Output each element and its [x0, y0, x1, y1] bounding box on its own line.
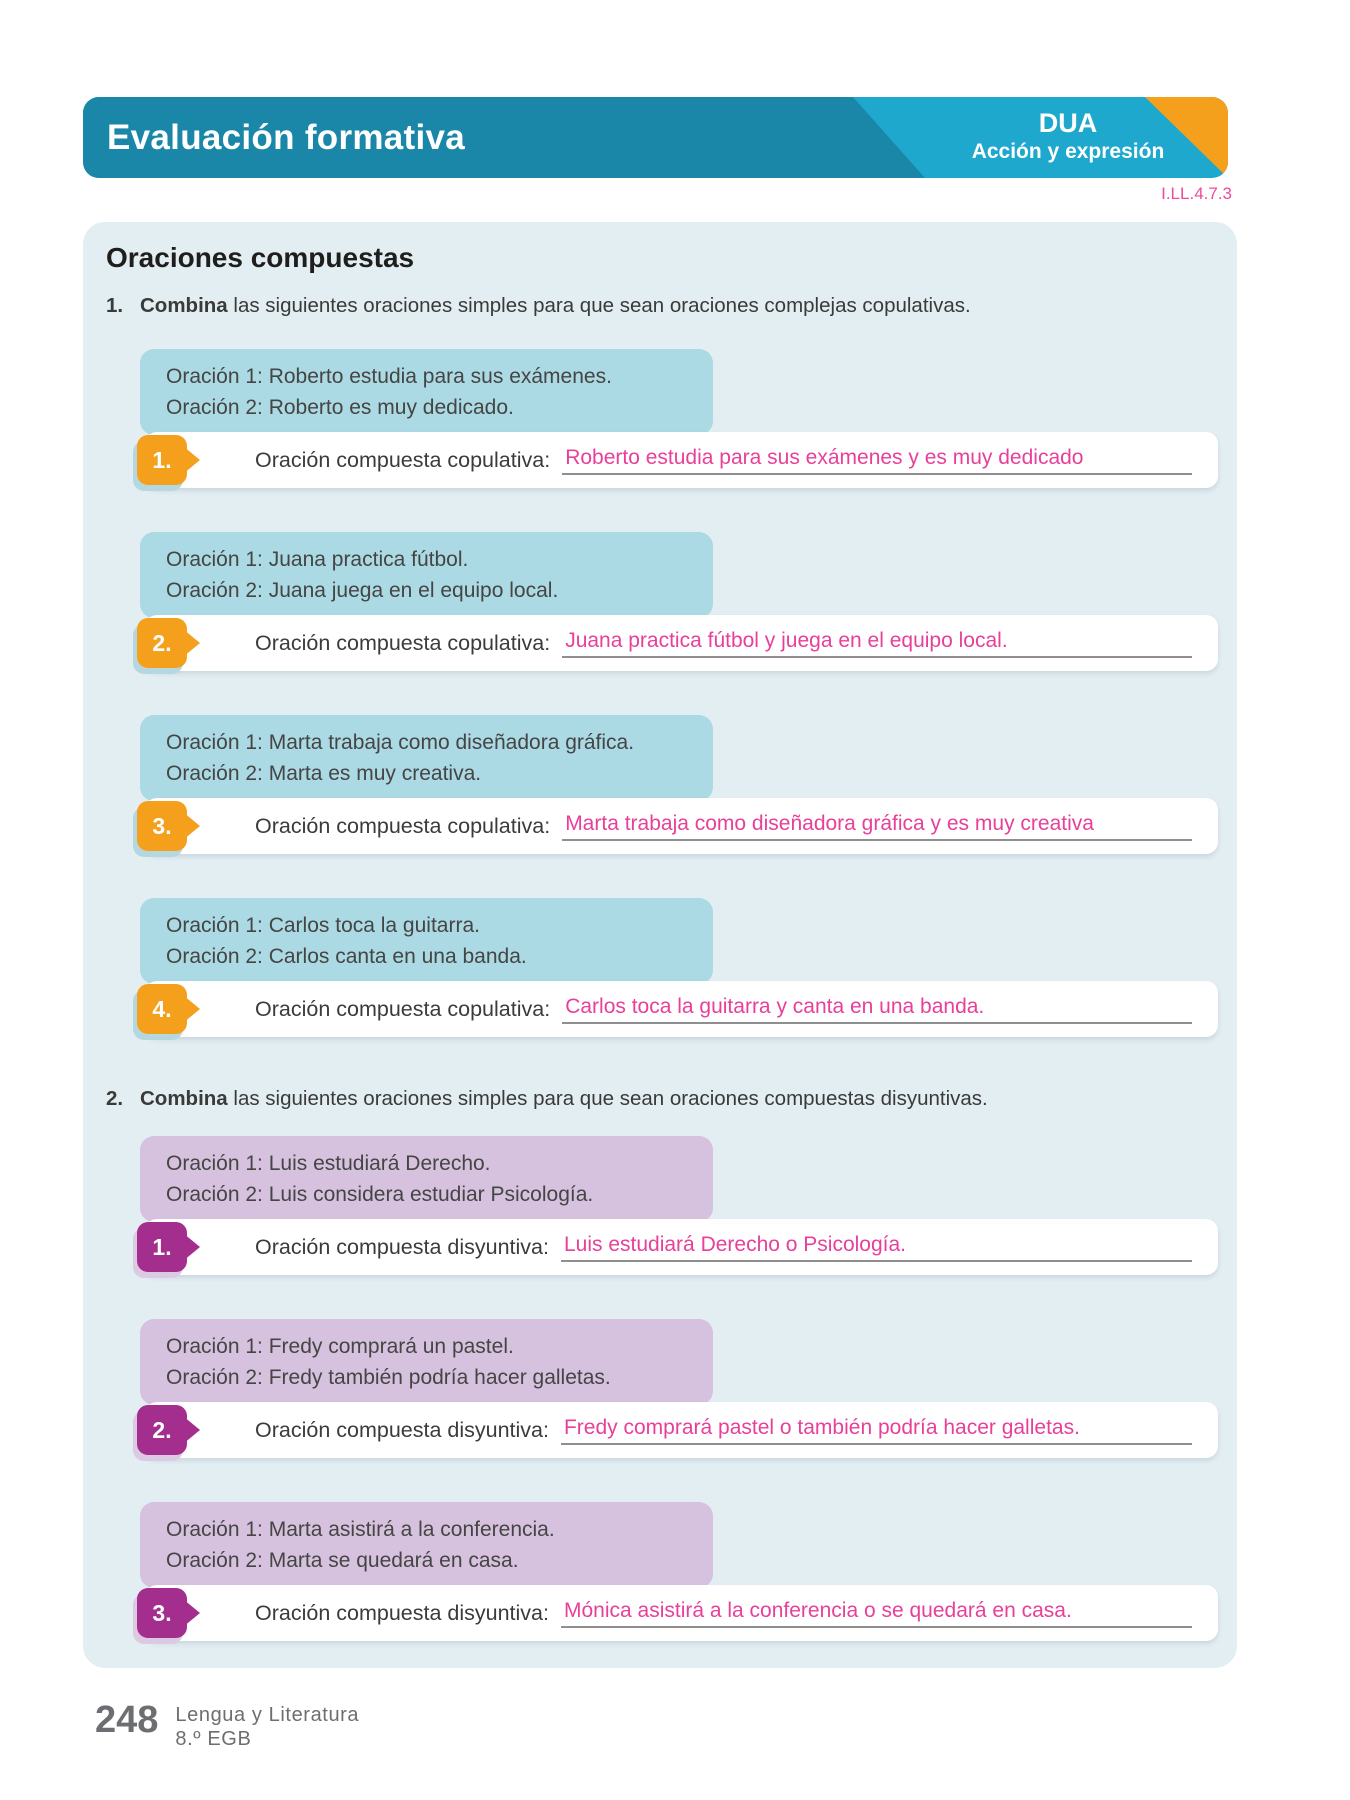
item-number-badge: 1. [137, 1222, 187, 1272]
book-info [175, 1700, 359, 1751]
sentences-box [140, 1319, 713, 1405]
sentence-2: Oración 2: Marta es muy creativa. [166, 762, 482, 785]
answer-bar [145, 1585, 1218, 1641]
page-number: 248 [95, 1699, 159, 1741]
answer-field[interactable]: Mónica asistirá a la conferencia o se quedará en casa. [561, 1599, 1192, 1628]
standard-ref-code: I.LL.4.7.3 [1161, 184, 1232, 203]
answer-label: Oración compuesta disyuntiva: [255, 1600, 549, 1625]
answer-field[interactable]: Fredy comprará pastel o también podría hacer galletas. [561, 1416, 1192, 1445]
answer-bar [145, 1402, 1218, 1458]
exercise-2-instruction [106, 1085, 1215, 1112]
item-number-badge: 3. [137, 1588, 187, 1638]
sentence-2: Oración 2: Carlos canta en una banda. [166, 945, 527, 968]
item-number-badge: 2. [137, 618, 187, 668]
sentence-1: Oración 1: Marta asistirá a la conferencia. [166, 1518, 555, 1541]
page-title: Evaluación formativa [107, 117, 466, 157]
item-number-badge: 4. [137, 984, 187, 1034]
dua-subtitle: Acción y expresión [971, 140, 1165, 163]
sentences-box [140, 349, 713, 435]
exercise-item [140, 1502, 1237, 1641]
sentence-1: Oración 1: Juana practica fútbol. [166, 548, 469, 571]
answer-bar [145, 1219, 1218, 1275]
instruction-text: Combina las siguientes oraciones simples para que sean oraciones complejas copulativas. [140, 294, 971, 317]
answer-field[interactable]: Roberto estudia para sus exámenes y es muy dedicado [562, 446, 1192, 475]
sentence-2: Oración 2: Luis considera estudiar Psicología. [166, 1183, 594, 1206]
answer-bar [145, 981, 1218, 1037]
sentence-2: Oración 2: Marta se quedará en casa. [166, 1549, 519, 1572]
exercise-item [140, 349, 1237, 488]
page-footer [95, 1700, 359, 1751]
answer-label: Oración compuesta disyuntiva: [255, 1234, 549, 1259]
book-subject: Lengua y Literatura [175, 1704, 360, 1726]
answer-field[interactable]: Marta trabaja como diseñadora gráfica y es muy creativa [562, 812, 1192, 841]
exercise-item [140, 1136, 1237, 1275]
sentence-1: Oración 1: Luis estudiará Derecho. [166, 1152, 491, 1175]
exercise-item [140, 532, 1237, 671]
exercise-number: 2. [106, 1087, 124, 1110]
exercise-item [140, 1319, 1237, 1458]
content-panel [83, 222, 1237, 1668]
sentence-2: Oración 2: Juana juega en el equipo local. [166, 579, 559, 602]
answer-label: Oración compuesta copulativa: [255, 996, 551, 1021]
dua-title: DUA [1038, 108, 1098, 138]
sentence-1: Oración 1: Marta trabaja como diseñadora gráfica. [166, 731, 635, 754]
item-number-badge: 3. [137, 801, 187, 851]
dua-badge [923, 108, 1213, 165]
answer-field[interactable]: Luis estudiará Derecho o Psicología. [561, 1233, 1192, 1262]
item-number-badge: 2. [137, 1405, 187, 1455]
exercise-1-instruction [106, 292, 1215, 319]
sentences-box [140, 715, 713, 801]
sentence-2: Oración 2: Fredy también podría hacer galletas. [166, 1366, 611, 1389]
answer-field[interactable]: Carlos toca la guitarra y canta en una banda. [562, 995, 1192, 1024]
answer-label: Oración compuesta copulativa: [255, 630, 551, 655]
exercise-number: 1. [106, 294, 124, 317]
item-number-badge: 1. [137, 435, 187, 485]
sentences-box [140, 532, 713, 618]
answer-label: Oración compuesta disyuntiva: [255, 1417, 549, 1442]
instruction-text: Combina las siguientes oraciones simples para que sean oraciones compuestas disyuntivas. [140, 1087, 988, 1110]
exercise-item [140, 715, 1237, 854]
sentence-1: Oración 1: Roberto estudia para sus exámenes. [166, 365, 612, 388]
header-bar [83, 97, 1228, 178]
exercise-item [140, 898, 1237, 1037]
sentences-box [140, 898, 713, 984]
sentence-1: Oración 1: Fredy comprará un pastel. [166, 1335, 514, 1358]
answer-label: Oración compuesta copulativa: [255, 447, 551, 472]
answer-bar [145, 798, 1218, 854]
sentence-2: Oración 2: Roberto es muy dedicado. [166, 396, 514, 419]
answer-label: Oración compuesta copulativa: [255, 813, 551, 838]
answer-bar [145, 432, 1218, 488]
sentence-1: Oración 1: Carlos toca la guitarra. [166, 914, 480, 937]
sentences-box [140, 1502, 713, 1588]
section-title: Oraciones compuestas [106, 242, 415, 273]
answer-bar [145, 615, 1218, 671]
book-grade: 8.º EGB [175, 1728, 252, 1750]
answer-field[interactable]: Juana practica fútbol y juega en el equipo local. [562, 629, 1192, 658]
sentences-box [140, 1136, 713, 1222]
